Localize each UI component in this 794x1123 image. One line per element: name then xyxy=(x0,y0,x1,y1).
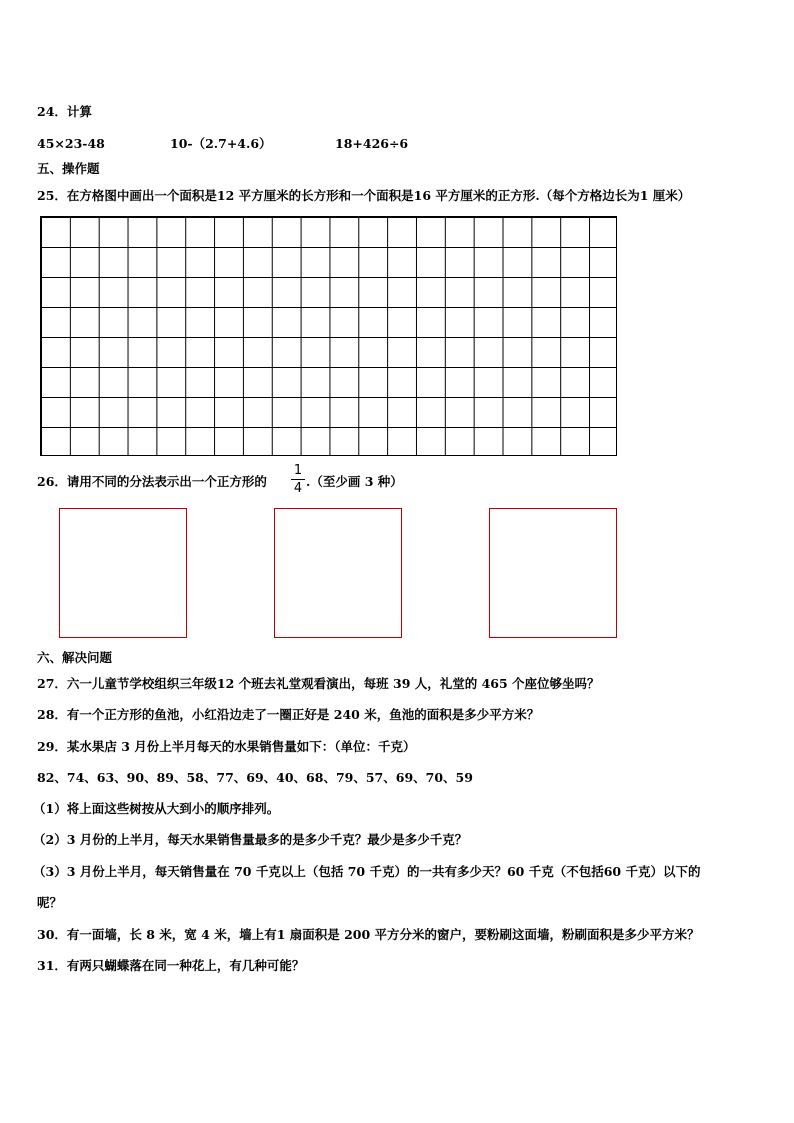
q29-intro: 29．某水果店 3 月份上半月每天的水果销售量如下：（单位：千克） xyxy=(37,739,416,754)
q26-text xyxy=(37,474,267,490)
q29-part-3-cont: 呢？ xyxy=(37,895,63,910)
q24-title: 24．计算 xyxy=(37,104,92,119)
q25-text: 25．在方格图中画出一个面积是12 平方厘米的长方形和一个面积是16 平方厘米的正方形.（每个方格边长为1 厘米） xyxy=(37,188,691,203)
section-title-operations: 五、操作题 xyxy=(37,161,100,176)
square-grid[interactable] xyxy=(40,216,617,456)
drawing-square-2[interactable] xyxy=(274,508,402,638)
fraction-bar xyxy=(291,479,305,480)
q27-text: 27．六一儿童节学校组织三年级12 个班去礼堂观看演出，每班 39 人，礼堂的 465 个座位够坐吗？ xyxy=(37,676,600,691)
q24-expr-2: 10-（2.7+4.6） xyxy=(170,136,272,151)
q29-part-3: （3）3 月份上半月，每天销售量在 70 千克以上（包括 70 千克）的一共有多少天？60 千克（不包括60 千克）以下的 xyxy=(33,864,701,879)
fraction-one-quarter xyxy=(291,463,305,496)
q26-text-before: 26．请用不同的分法表示出一个正方形的 xyxy=(37,474,267,489)
q24-expr-3: 18+426÷6 xyxy=(335,136,409,151)
fraction-denominator: 4 xyxy=(293,481,303,496)
drawing-square-1[interactable] xyxy=(59,508,187,638)
q29-part-1: （1）将上面这些树按从大到小的顺序排列。 xyxy=(33,801,280,816)
fraction-numerator: 1 xyxy=(293,463,303,478)
q29-data: 82、74、63、90、89、58、77、69、40、68、79、57、69、70、59 xyxy=(37,770,473,785)
q26-text-after: .（至少画 3 种） xyxy=(306,474,403,489)
drawing-square-3[interactable] xyxy=(489,508,617,638)
section-title-problems: 六、解决问题 xyxy=(37,650,113,665)
q29-part-2: （2）3 月份的上半月，每天水果销售量最多的是多少千克？最少是多少千克？ xyxy=(33,832,468,847)
q31-text: 31．有两只蝴蝶落在同一种花上，有几种可能？ xyxy=(37,958,305,973)
q28-text: 28．有一个正方形的鱼池，小红沿边走了一圈正好是 240 米，鱼池的面积是多少平方米？ xyxy=(37,707,540,722)
q24-expr-1: 45×23-48 xyxy=(37,136,105,151)
q30-text: 30．有一面墙，长 8 米，宽 4 米，墙上有1 扇面积是 200 平方分米的窗户，要粉刷这面墙，粉刷面积是多少平方米？ xyxy=(37,927,700,942)
